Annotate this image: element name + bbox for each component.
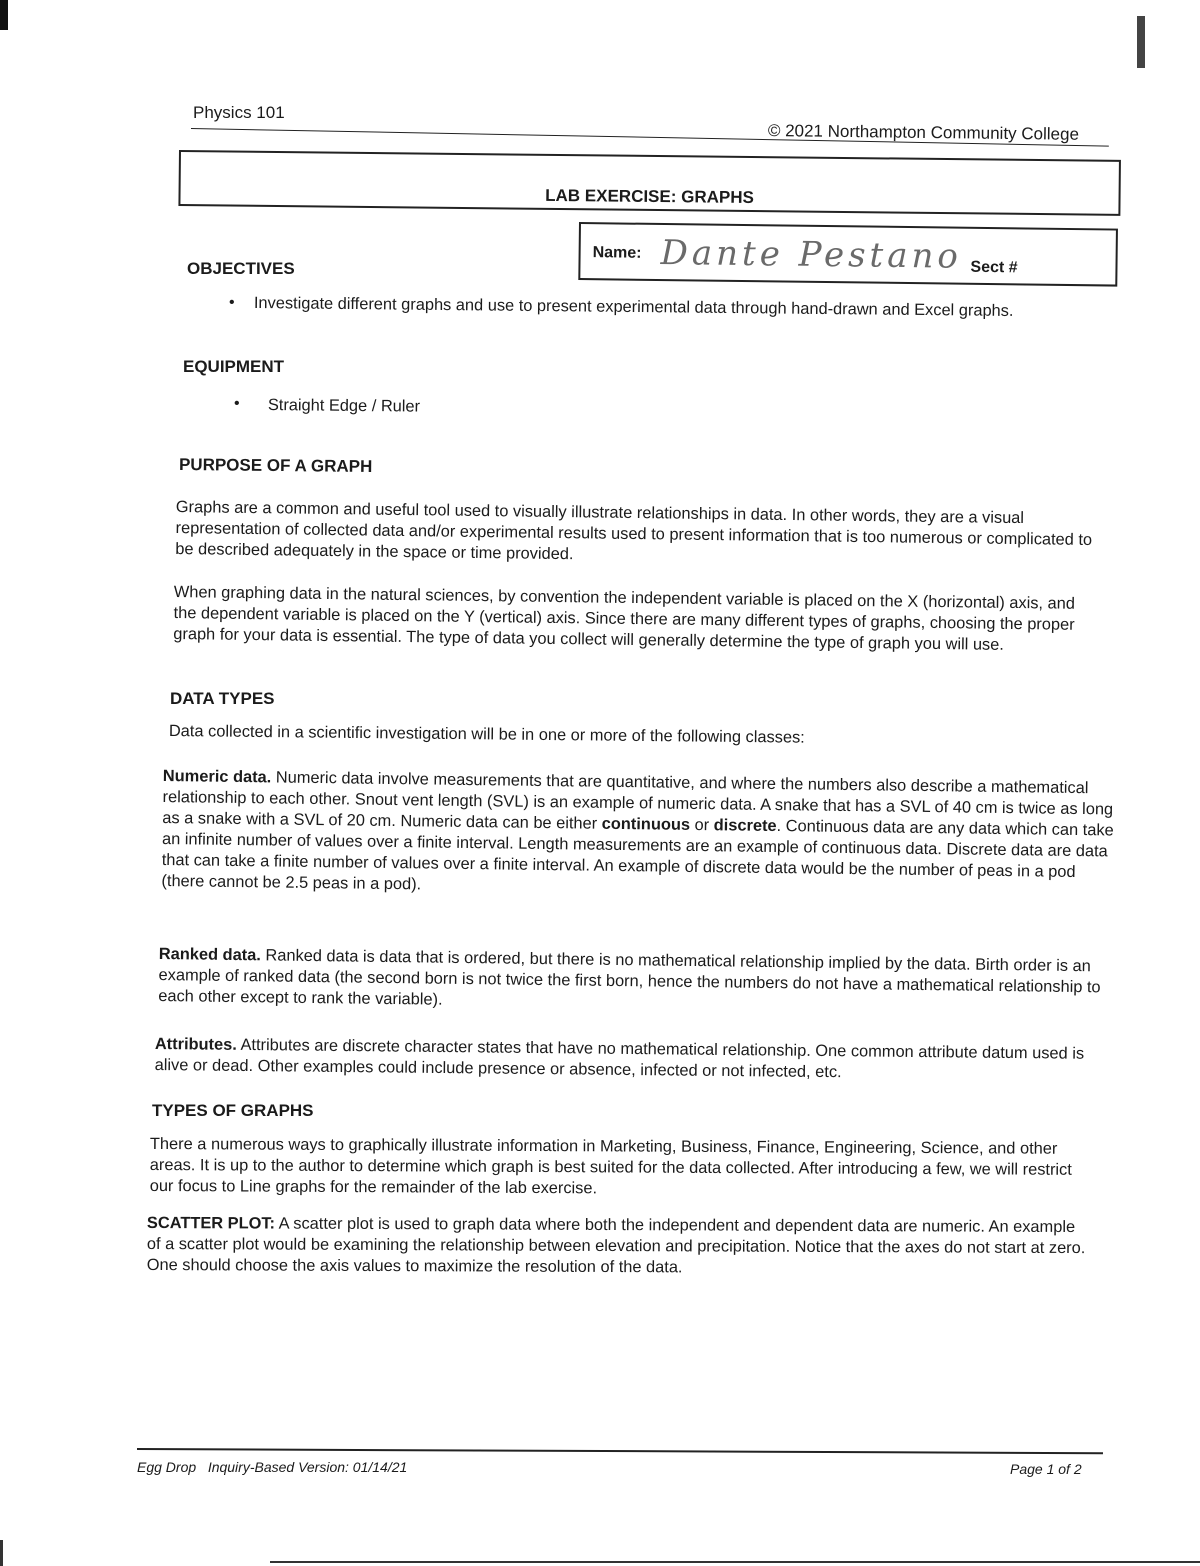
numeric-data-or: or <box>689 815 714 835</box>
numeric-data-term: Numeric data. <box>162 766 272 787</box>
scatter-plot-text: A scatter plot is used to graph data where both the independent and dependent data are numeric. An example of a scatter plot would be examining the relationship between elevation and precipitation. Notice that the axes do not start at zero. One should choose the axis values to maximize the resolution of the data. <box>146 1214 1086 1277</box>
copyright-label: © 2021 Northampton Community College <box>767 121 1080 144</box>
footer-version: Egg Drop Inquiry-Based Version: 01/14/21 <box>137 1459 408 1475</box>
data-types-intro: Data collected in a scientific investigation will be in one or more of the following classes: <box>168 721 805 747</box>
attributes-term: Attributes. <box>154 1035 237 1054</box>
page-number: Page 1 of 2 <box>1010 1461 1082 1477</box>
ranked-data-text: Ranked data is data that is ordered, but there is no mathematical relationship implied by the data. Birth order is an example of ranked data (the second born is not twice the first born, hence the numbers do not have a mathematical relationship to each other except to rank the variable). <box>158 946 1101 1009</box>
footer-rule <box>137 1448 1103 1454</box>
bullet-icon: • <box>229 294 235 311</box>
ranked-data-term: Ranked data. <box>158 944 262 965</box>
objectives-heading: OBJECTIVES <box>187 259 295 278</box>
purpose-paragraph-2: When graphing data in the natural sciences, by convention the independent variable is placed on the X (horizontal) axis, and the dependent variable is placed on the Y (vertical) axis. Since there are many different types of graphs, choosing the proper graph for your data is essential. The type of data you collect will generally determine the type of graph you will use. <box>173 582 1076 654</box>
sect-label: Sect # <box>970 258 1018 277</box>
types-of-graphs-intro: There a numerous ways to graphically illustrate information in Marketing, Business, Finance, Engineering, Science, and other areas. It is up to the author to determine which graph is best suited for the data collected. After introducing a few, we will restrict our focus to Line graphs for the remainder of the lab exercise. <box>149 1135 1072 1198</box>
attributes-text: Attributes are discrete character states that have no mathematical relationship. One common attribute datum used is alive or dead. Other examples could include presence or absence, infected or not infected, etc. <box>154 1035 1085 1082</box>
scan-left-edge <box>0 1540 3 1566</box>
purpose-paragraph-1: Graphs are a common and useful tool used to visually illustrate relationships in data. In other words, they are a visual representation of collected data and/or experimental results used to present information that is too numerous or complicated to be described adequately in the space or time provided. <box>175 497 1093 564</box>
scan-bottom-line <box>270 1561 1200 1563</box>
scan-corner-mark <box>0 0 8 30</box>
page-title: LAB EXERCISE: GRAPHS <box>545 185 755 208</box>
types-of-graphs-heading: TYPES OF GRAPHS <box>152 1101 314 1120</box>
scatter-plot-paragraph <box>147 1213 1092 1280</box>
equipment-item: Straight Edge / Ruler <box>267 395 421 416</box>
bullet-icon: • <box>234 395 240 412</box>
discrete-term: discrete <box>713 816 777 836</box>
title-box <box>178 150 1121 216</box>
attributes-paragraph <box>155 1034 1120 1086</box>
course-label: Physics 101 <box>193 103 285 122</box>
scan-edge-mark <box>1137 16 1145 68</box>
purpose-heading: PURPOSE OF A GRAPH <box>178 454 373 477</box>
handwritten-name: Dante Pestano <box>660 233 963 277</box>
ranked-data-paragraph <box>158 944 1104 1019</box>
name-box <box>578 222 1118 287</box>
numeric-data-text: Numeric data involve measurements that are quantitative, and where the numbers also describe a mathematical relationship to each other. Snout vent length (SVL) is an example of numeric data. A snake that has a SVL of 40 cm is twice as long as a snake with a SVL of 20 cm. Numeric data can be either <box>162 768 1114 833</box>
numeric-data-text-end: . Continuous data are any data which can take an infinite number of values over a finite interval. Length measurements are an example of continuous data. Discrete data are data that can take a finite number of values over a finite interval. An example of discrete data would be the number of peas in a pod (there cannot be 2.5 peas in a pod). <box>161 817 1114 894</box>
continuous-term: continuous <box>601 814 691 834</box>
numeric-data-paragraph <box>161 766 1118 904</box>
equipment-heading: EQUIPMENT <box>183 357 285 376</box>
name-label: Name: <box>592 244 642 262</box>
objective-item: Investigate different graphs and use to present experimental data through hand-drawn and Excel graphs. <box>253 293 1014 320</box>
data-types-heading: DATA TYPES <box>170 689 275 708</box>
scatter-plot-term: SCATTER PLOT: <box>146 1214 276 1233</box>
